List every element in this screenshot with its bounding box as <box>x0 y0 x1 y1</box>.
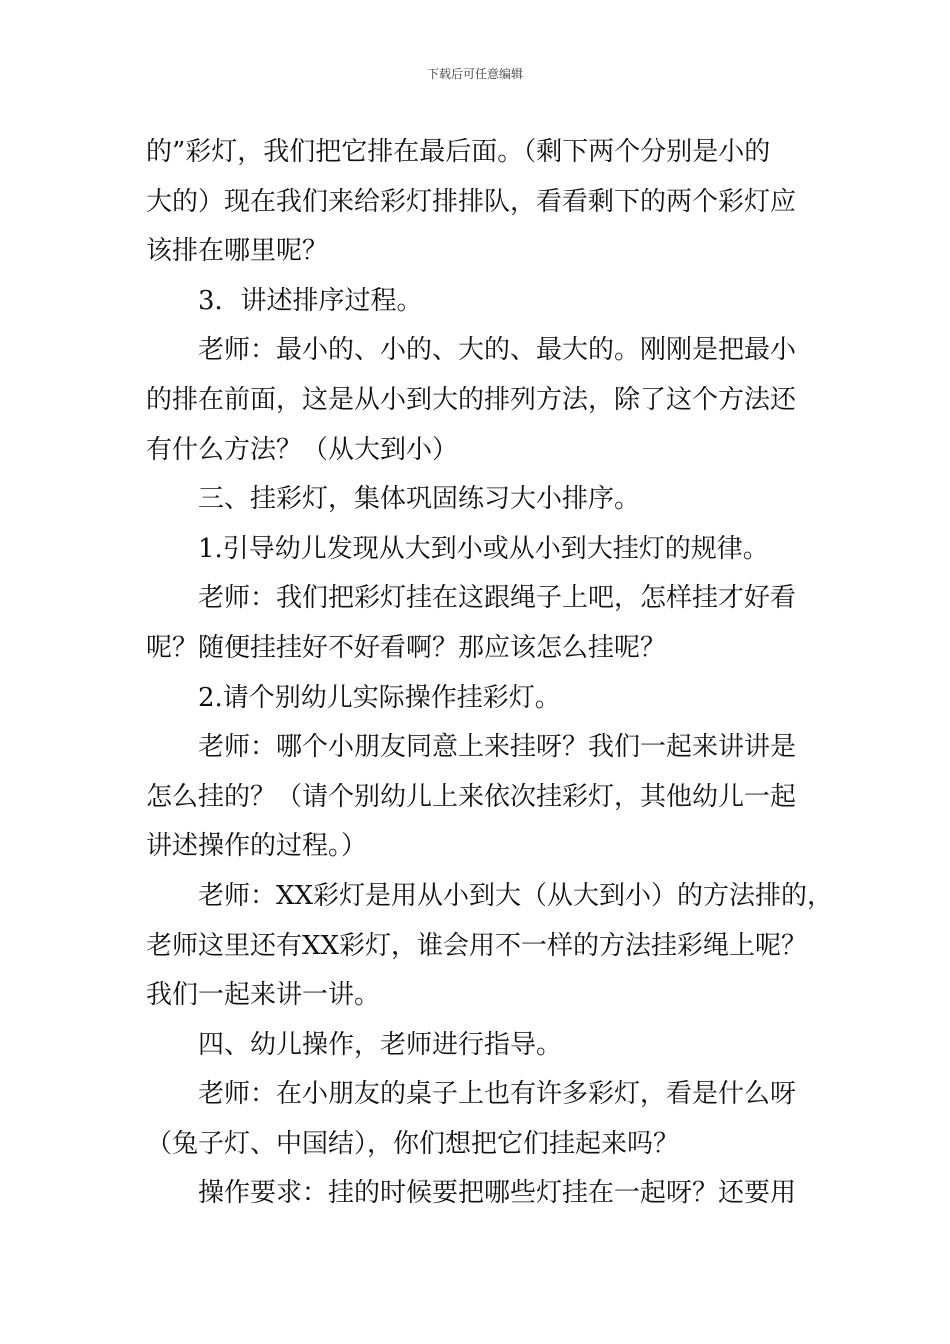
text-line: 三、挂彩灯，集体巩固练习大小排序。 <box>198 484 641 515</box>
paragraph-6 <box>146 574 812 673</box>
paragraph-2 <box>146 277 812 327</box>
text-line: （兔子灯、中国结），你们想把它们挂起来吗？ <box>146 1128 680 1159</box>
paragraph-10 <box>146 1021 812 1071</box>
text-line: 我们一起来讲一讲。 <box>146 980 381 1011</box>
text-line: 讲述操作的过程。） <box>146 831 368 862</box>
text-line: 老师：XX彩灯是用从小到大（从大到小）的方法排的， <box>198 880 834 911</box>
paragraph-12 <box>146 1169 812 1219</box>
text-line: 有什么方法？（从大到小） <box>146 434 459 465</box>
text-line: 的排在前面，这是从小到大的排列方法，除了这个方法还 <box>146 384 797 415</box>
text-line: 老师：我们把彩灯挂在这跟绳子上吧，怎样挂才好看 <box>198 583 797 614</box>
paragraph-9 <box>146 872 834 1021</box>
text-line: 老师：在小朋友的桌子上也有许多彩灯，看是什么呀 <box>198 1079 797 1110</box>
document-body <box>146 128 834 1219</box>
paragraph-1 <box>146 128 812 277</box>
paragraph-5 <box>146 525 812 575</box>
text-line: 2.请个别幼儿实际操作挂彩灯。 <box>198 682 561 713</box>
text-line: 呢？随便挂挂好不好看啊？那应该怎么挂呢？ <box>146 632 667 663</box>
text-line: 老师：哪个小朋友同意上来挂呀？我们一起来讲讲是 <box>198 732 797 763</box>
text-line: 3．讲述排序过程。 <box>198 285 423 316</box>
text-line: 的”彩灯，我们把它排在最后面。（剩下两个分别是小的 <box>146 137 771 167</box>
text-line: 大的）现在我们来给彩灯排排队，看看剩下的两个彩灯应 <box>146 186 797 217</box>
paragraph-4 <box>146 475 812 525</box>
paragraph-11 <box>146 1070 812 1169</box>
paragraph-7 <box>146 674 812 724</box>
text-line: 1.引导幼儿发现从大到小或从小到大挂灯的规律。 <box>198 533 769 564</box>
text-line: 怎么挂的？（请个别幼儿上来依次挂彩灯，其他幼儿一起 <box>146 781 797 812</box>
paragraph-8 <box>146 723 812 872</box>
page-header-note: 下载后可任意编辑 <box>426 67 523 81</box>
text-line: 老师这里还有XX彩灯，谁会用不一样的方法挂彩绳上呢？ <box>146 930 808 961</box>
text-line: 四、幼儿操作，老师进行指导。 <box>198 1029 563 1060</box>
text-line: 该排在哪里呢？ <box>146 236 329 267</box>
paragraph-3 <box>146 326 812 475</box>
text-line: 老师：最小的、小的、大的、最大的。刚刚是把最小 <box>198 335 797 366</box>
text-line: 操作要求：挂的时候要把哪些灯挂在一起呀？还要用 <box>198 1178 797 1209</box>
